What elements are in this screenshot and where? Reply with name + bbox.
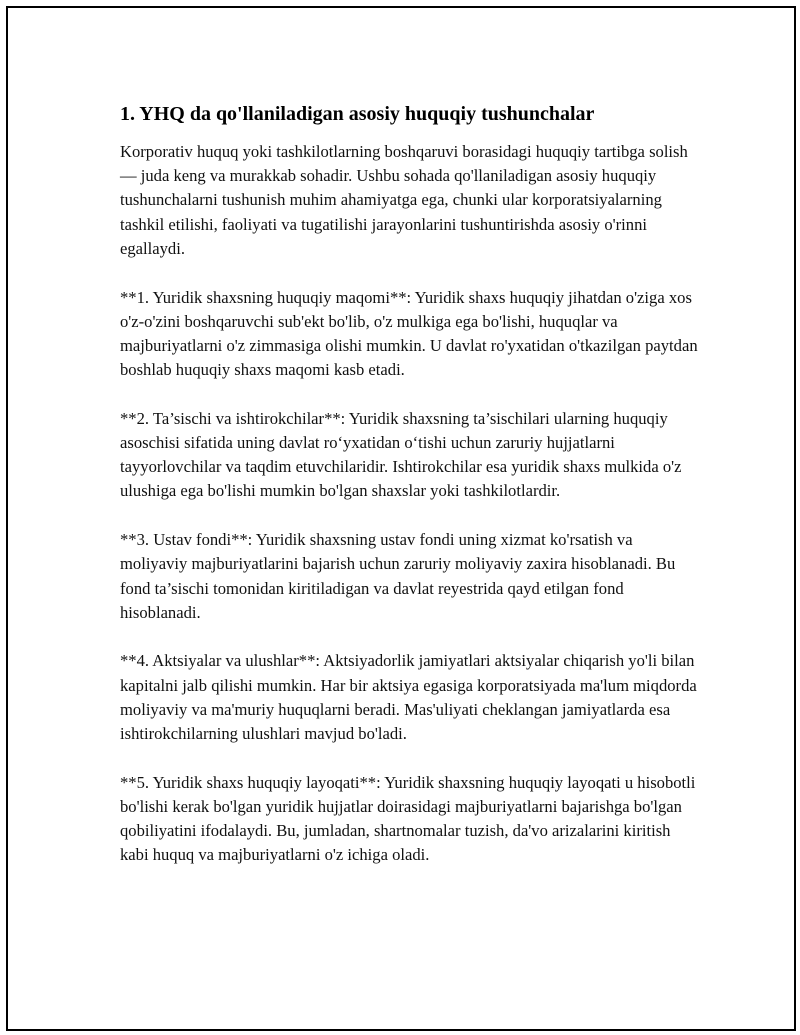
intro-paragraph: Korporativ huquq yoki tashkilotlarning boshqaruvi borasidagi huquqiy tartibga solish — juda keng va murakkab sohadir. Ushbu sohada qo'llaniladigan asosiy huquqiy tushunchalarni tushunish muhim ahamiyatga ega, chunki ular korporatsiyalarning tashkil etilishi, faoliyati va tugatilishi jarayonlarini tushuntirishda asosiy o'rinni egallaydi. [120,142,688,258]
paragraph-legal-capacity: **5. Yuridik shaxs huquqiy layoqati**: Yuridik shaxsning huquqiy layoqati u hisobotli bo'lishi kerak bo'lgan yuridik hujjatlar doirasidagi majburiyatlarni bajarishga bo'lgan qobiliyatini ifodalaydi. Bu, jumladan, shartnomalar tuzish, da'vo arizalarini kiritish kabi huquq va majburiyatlarni o'z ichiga oladi. [120,772,696,865]
document-body [120,100,700,892]
section-heading: 1. YHQ da qo'llaniladigan asosiy huquqiy tushunchalar [120,103,595,125]
page-frame [6,6,796,1031]
paragraph-founders: **2. Ta’sischi va ishtirokchilar**: Yuridik shaxsning ta’sischilari ularning huquqiy asoschisi sifatida uning davlat ro‘yxatidan o‘tishi uchun zaruriy hujjatlarni tayyorlovchilar va taqdim etuvchilaridir. Ishtirokchilar esa yuridik shaxs mulkida o'z ulushiga ega bo'lishi mumkin bo'lgan shaxslar yoki tashkilotlardir. [120,408,682,501]
paragraph-legal-status: **1. Yuridik shaxsning huquqiy maqomi**: Yuridik shaxs huquqiy jihatdan o'ziga xos o'z-o'zini boshqaruvchi sub'ekt bo'lib, o'z mulkiga ega bo'lishi, huquqlar va majburiyatlarni o'z zimmasiga olishi mumkin. U davlat ro'yxatidan o'tkazilgan paytdan boshlab huquqiy shaxs maqomi kasb etadi. [120,287,698,380]
paragraph-charter-fund: **3. Ustav fondi**: Yuridik shaxsning ustav fondi uning xizmat ko'rsatish va moliyaviy majburiyatlarini bajarish uchun zaruriy moliyaviy zaxira hisoblanadi. Bu fond ta’sischi tomonidan kiritiladigan va davlat reyestrida qayd etilgan fond hisoblanadi. [120,530,676,622]
paragraph-shares: **4. Aktsiyalar va ulushlar**: Aktsiyadorlik jamiyatlari aktsiyalar chiqarish yo'li bilan kapitalni jalb qilishi mumkin. Har bir aktsiya egasiga korporatsiyada ma'lum miqdorda moliyaviy va ma'muriy huquqlarni beradi. Mas'uliyati cheklangan jamiyatlarda esa ishtirokchilarning ulushlari mavjud bo'ladi. [120,651,697,744]
